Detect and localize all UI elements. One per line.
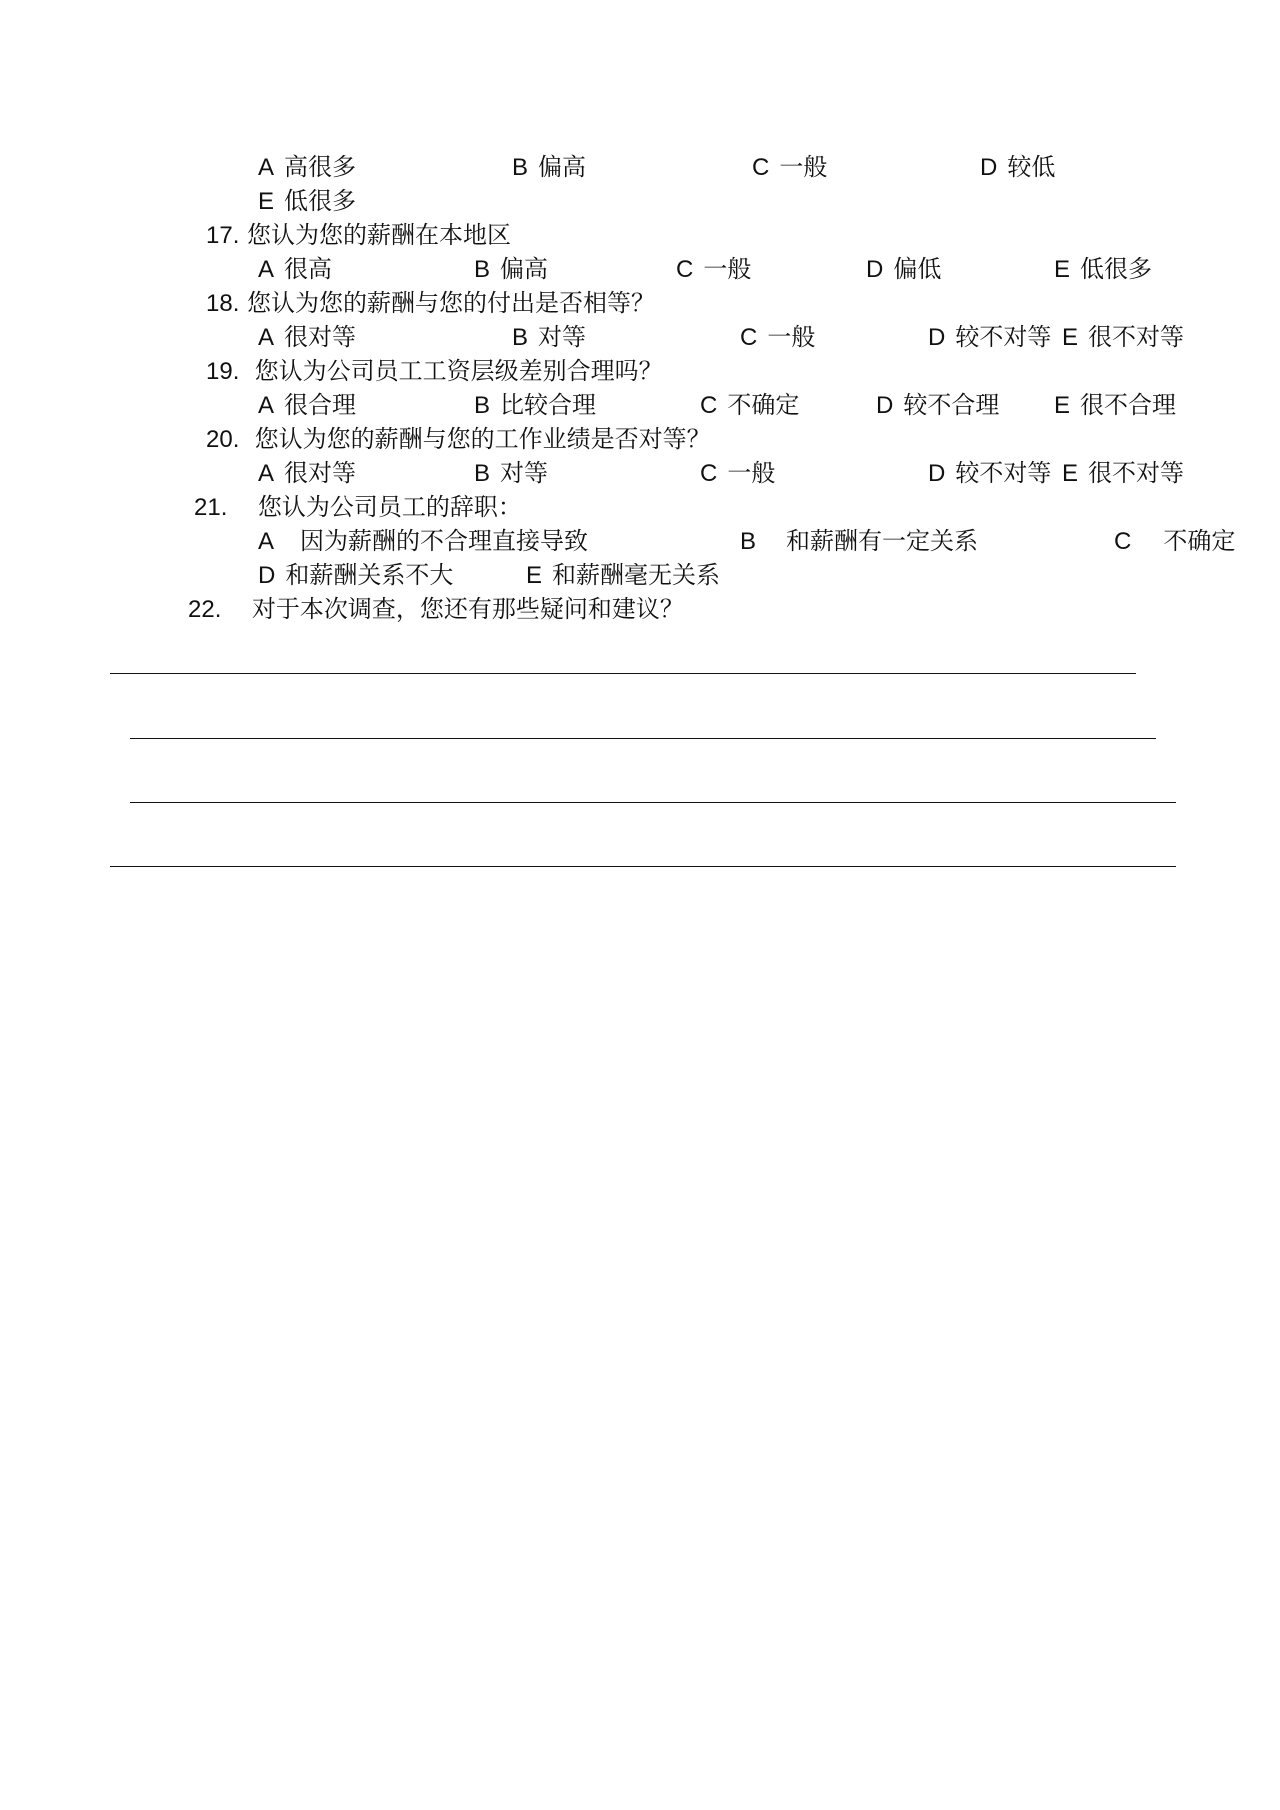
q21-question: [194, 492, 522, 523]
option-text: 较低: [1007, 153, 1056, 181]
question-number: 18.: [206, 290, 240, 317]
option-text: 对等: [500, 459, 549, 487]
option-letter: A: [258, 154, 275, 181]
q18-option-c: [740, 322, 815, 353]
option-letter: A: [258, 256, 275, 283]
question-number: 20.: [206, 426, 240, 453]
q19-option-b: [474, 390, 596, 421]
q20-option-b: [474, 458, 548, 489]
option-text: 和薪酬关系不大: [285, 561, 454, 589]
option-letter: B: [474, 392, 491, 419]
q21-option-b: [740, 526, 978, 557]
option-text: 比较合理: [500, 391, 597, 419]
q20-option-c: [700, 458, 775, 489]
option-text: 一般: [767, 323, 816, 351]
option-letter: B: [474, 460, 491, 487]
option-text: 一般: [703, 255, 752, 283]
option-letter: A: [258, 528, 275, 555]
option-text: 一般: [779, 153, 828, 181]
question-text: 对于本次调查，您还有那些疑问和建议？: [251, 595, 684, 623]
option-text: 和薪酬有一定关系: [786, 527, 979, 555]
option-letter: D: [980, 154, 998, 181]
option-letter: B: [512, 324, 529, 351]
q18-option-a: [258, 322, 356, 353]
question-number: 17.: [206, 222, 240, 249]
q17-option-a: [258, 254, 332, 285]
q19-question: [206, 356, 663, 387]
q16-option-b: [512, 152, 586, 183]
q20-option-a: [258, 458, 356, 489]
q16-option-e: [258, 186, 356, 217]
option-letter: B: [474, 256, 491, 283]
q22-question: [188, 594, 684, 625]
option-text: 和薪酬毫无关系: [552, 561, 721, 589]
option-letter: E: [258, 188, 275, 215]
option-text: 很高: [284, 255, 333, 283]
q18-question: [206, 288, 655, 319]
q21-option-a: [258, 526, 588, 557]
option-text: 偏高: [500, 255, 549, 283]
answer-line-2[interactable]: [130, 738, 1156, 739]
option-letter: C: [700, 460, 718, 487]
question-text: 您认为公司员工的辞职：: [257, 493, 522, 521]
q17-question: [206, 220, 511, 251]
option-text: 较不对等: [955, 459, 1052, 487]
option-text: 因为薪酬的不合理直接导致: [300, 527, 589, 555]
q19-option-d: [876, 390, 999, 421]
option-letter: B: [512, 154, 529, 181]
option-text: 一般: [727, 459, 776, 487]
option-text: 很对等: [284, 323, 357, 351]
option-text: 偏低: [893, 255, 942, 283]
q19-option-a: [258, 390, 356, 421]
q21-option-d: [258, 560, 453, 591]
option-letter: C: [1114, 528, 1132, 555]
option-text: 很不合理: [1080, 391, 1177, 419]
option-letter: E: [1062, 460, 1079, 487]
q19-option-c: [700, 390, 799, 421]
q16-option-a: [258, 152, 356, 183]
option-letter: D: [258, 562, 276, 589]
q16-option-d: [980, 152, 1055, 183]
option-letter: C: [700, 392, 718, 419]
q17-option-b: [474, 254, 548, 285]
option-letter: E: [526, 562, 543, 589]
option-letter: C: [740, 324, 758, 351]
option-text: 不确定: [1163, 527, 1236, 555]
q17-option-d: [866, 254, 941, 285]
option-letter: A: [258, 324, 275, 351]
answer-line-1[interactable]: [110, 673, 1136, 674]
option-letter: D: [928, 324, 946, 351]
question-text: 您认为您的薪酬在本地区: [247, 221, 512, 249]
option-text: 偏高: [538, 153, 587, 181]
option-text: 对等: [538, 323, 587, 351]
option-text: 高很多: [284, 153, 357, 181]
option-letter: A: [258, 392, 275, 419]
q17-option-e: [1054, 254, 1152, 285]
q16-option-c: [752, 152, 827, 183]
option-letter: E: [1054, 256, 1071, 283]
q17-option-c: [676, 254, 751, 285]
option-text: 很不对等: [1088, 459, 1185, 487]
q21-option-c: [1114, 526, 1235, 557]
question-text: 您认为您的薪酬与您的工作业绩是否对等？: [254, 425, 711, 453]
option-text: 较不对等: [955, 323, 1052, 351]
option-text: 低很多: [284, 187, 357, 215]
q20-option-e: [1062, 458, 1184, 489]
q19-option-e: [1054, 390, 1176, 421]
question-number: 22.: [188, 596, 222, 623]
answer-line-4[interactable]: [110, 866, 1176, 867]
option-letter: E: [1054, 392, 1071, 419]
option-letter: D: [876, 392, 894, 419]
question-number: 19.: [206, 358, 240, 385]
q20-option-d: [928, 458, 1051, 489]
question-number: 21.: [194, 494, 228, 521]
option-letter: E: [1062, 324, 1079, 351]
q18-option-b: [512, 322, 586, 353]
option-text: 很不对等: [1088, 323, 1185, 351]
q20-question: [206, 424, 711, 455]
option-text: 低很多: [1080, 255, 1153, 283]
option-text: 很合理: [284, 391, 357, 419]
option-letter: B: [740, 528, 757, 555]
question-text: 您认为您的薪酬与您的付出是否相等？: [247, 289, 656, 317]
option-text: 很对等: [284, 459, 357, 487]
q21-option-e: [526, 560, 720, 591]
q18-option-d: [928, 322, 1051, 353]
option-text: 较不合理: [903, 391, 1000, 419]
option-letter: C: [752, 154, 770, 181]
option-text: 不确定: [727, 391, 800, 419]
option-letter: A: [258, 460, 275, 487]
question-text: 您认为公司员工工资层级差别合理吗？: [254, 357, 663, 385]
option-letter: C: [676, 256, 694, 283]
option-letter: D: [928, 460, 946, 487]
answer-line-3[interactable]: [130, 802, 1176, 803]
option-letter: D: [866, 256, 884, 283]
q18-option-e: [1062, 322, 1184, 353]
